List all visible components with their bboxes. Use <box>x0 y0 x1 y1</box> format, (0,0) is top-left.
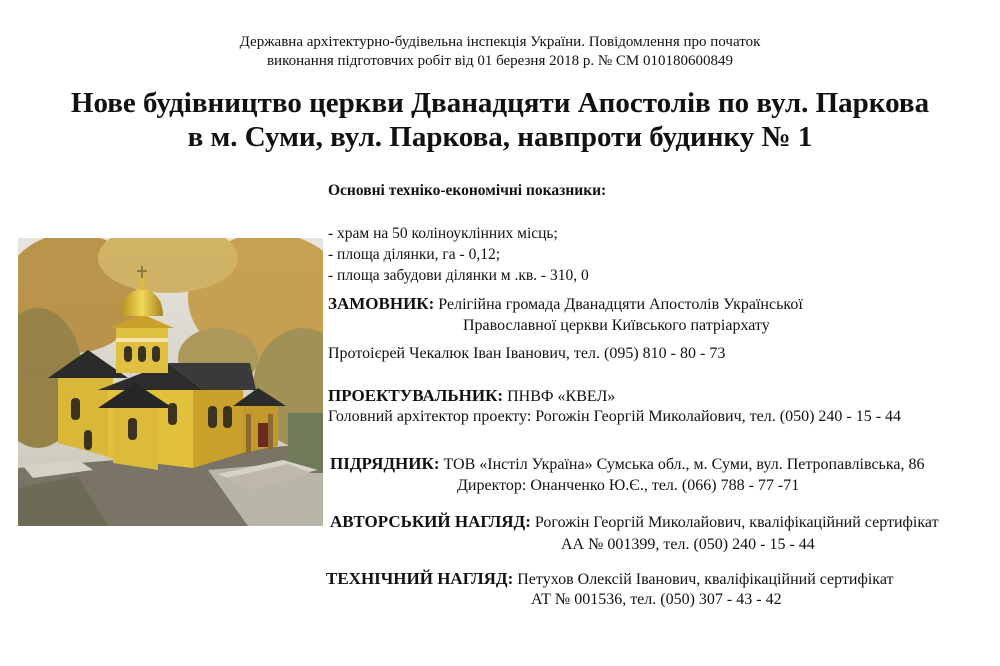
contractor-address: ТОВ «Інстіл Україна» Сумська обл., м. Суми, вул. Петропавлівська, 86 <box>443 456 925 473</box>
author-supervision-certificate: АА № 001399, тел. (050) 240 - 15 - 44 <box>561 536 815 553</box>
permit-notice-line-2: виконання підготовчих робіт від 01 березня 2018 р. № СМ 010180600849 <box>266 53 734 69</box>
customer-name: Релігійна громада Дванадцяти Апостолів Української <box>438 296 803 313</box>
contractor-line-1 <box>330 454 924 475</box>
customer-line-1 <box>328 294 803 315</box>
page-title-line-2: в м. Суми, вул. Паркова, навпроти будинку № 1 <box>187 121 813 153</box>
technical-supervision-label: ТЕХНІЧНИЙ НАГЛЯД: <box>326 569 514 588</box>
author-supervision-name: Рогожін Георгій Миколайович, кваліфікаційний сертифікат <box>534 514 939 531</box>
author-supervision-label: АВТОРСЬКИЙ НАГЛЯД: <box>330 512 531 531</box>
designer-label: ПРОЕКТУВАЛЬНИК: <box>328 386 504 405</box>
contractor-label: ПІДРЯДНИК: <box>330 454 440 473</box>
indicator-item: - площа ділянки, га - 0,12; <box>328 246 501 263</box>
permit-notice-line-1: Державна архітектурно-будівельна інспекція України. Повідомлення про початок <box>239 34 761 50</box>
customer-contact: Протоієрей Чекалюк Іван Іванович, тел. (095) 810 - 80 - 73 <box>328 345 726 362</box>
contractor-director: Директор: Онанченко Ю.Є., тел. (066) 788 - 77 -71 <box>457 477 800 494</box>
technical-supervision-certificate: АТ № 001536, тел. (050) 307 - 43 - 42 <box>531 591 782 608</box>
indicator-item: - площа забудови ділянки м .кв. - 310, 0 <box>328 267 589 284</box>
technical-supervision-line-1 <box>326 569 894 590</box>
customer-name-continued: Православної церкви Київського патріархату <box>463 317 770 334</box>
indicators-heading: Основні техніко-економічні показники: <box>328 182 607 199</box>
technical-supervision-name: Петухов Олексій Іванович, кваліфікаційний сертифікат <box>517 571 894 588</box>
author-supervision-line-1 <box>330 512 939 533</box>
customer-label: ЗАМОВНИК: <box>328 294 435 313</box>
designer-architect: Головний архітектор проекту: Рогожін Георгій Миколайович, тел. (050) 240 - 15 - 44 <box>328 408 902 425</box>
indicator-item: - храм на 50 коліноуклінних місць; <box>328 225 558 242</box>
designer-line <box>328 386 615 407</box>
church-rendering-image <box>18 238 323 526</box>
designer-name: ПНВФ «КВЕЛ» <box>507 388 616 405</box>
page-title-line-1: Нове будівництво церкви Дванадцяти Апостолів по вул. Паркова <box>70 87 930 119</box>
